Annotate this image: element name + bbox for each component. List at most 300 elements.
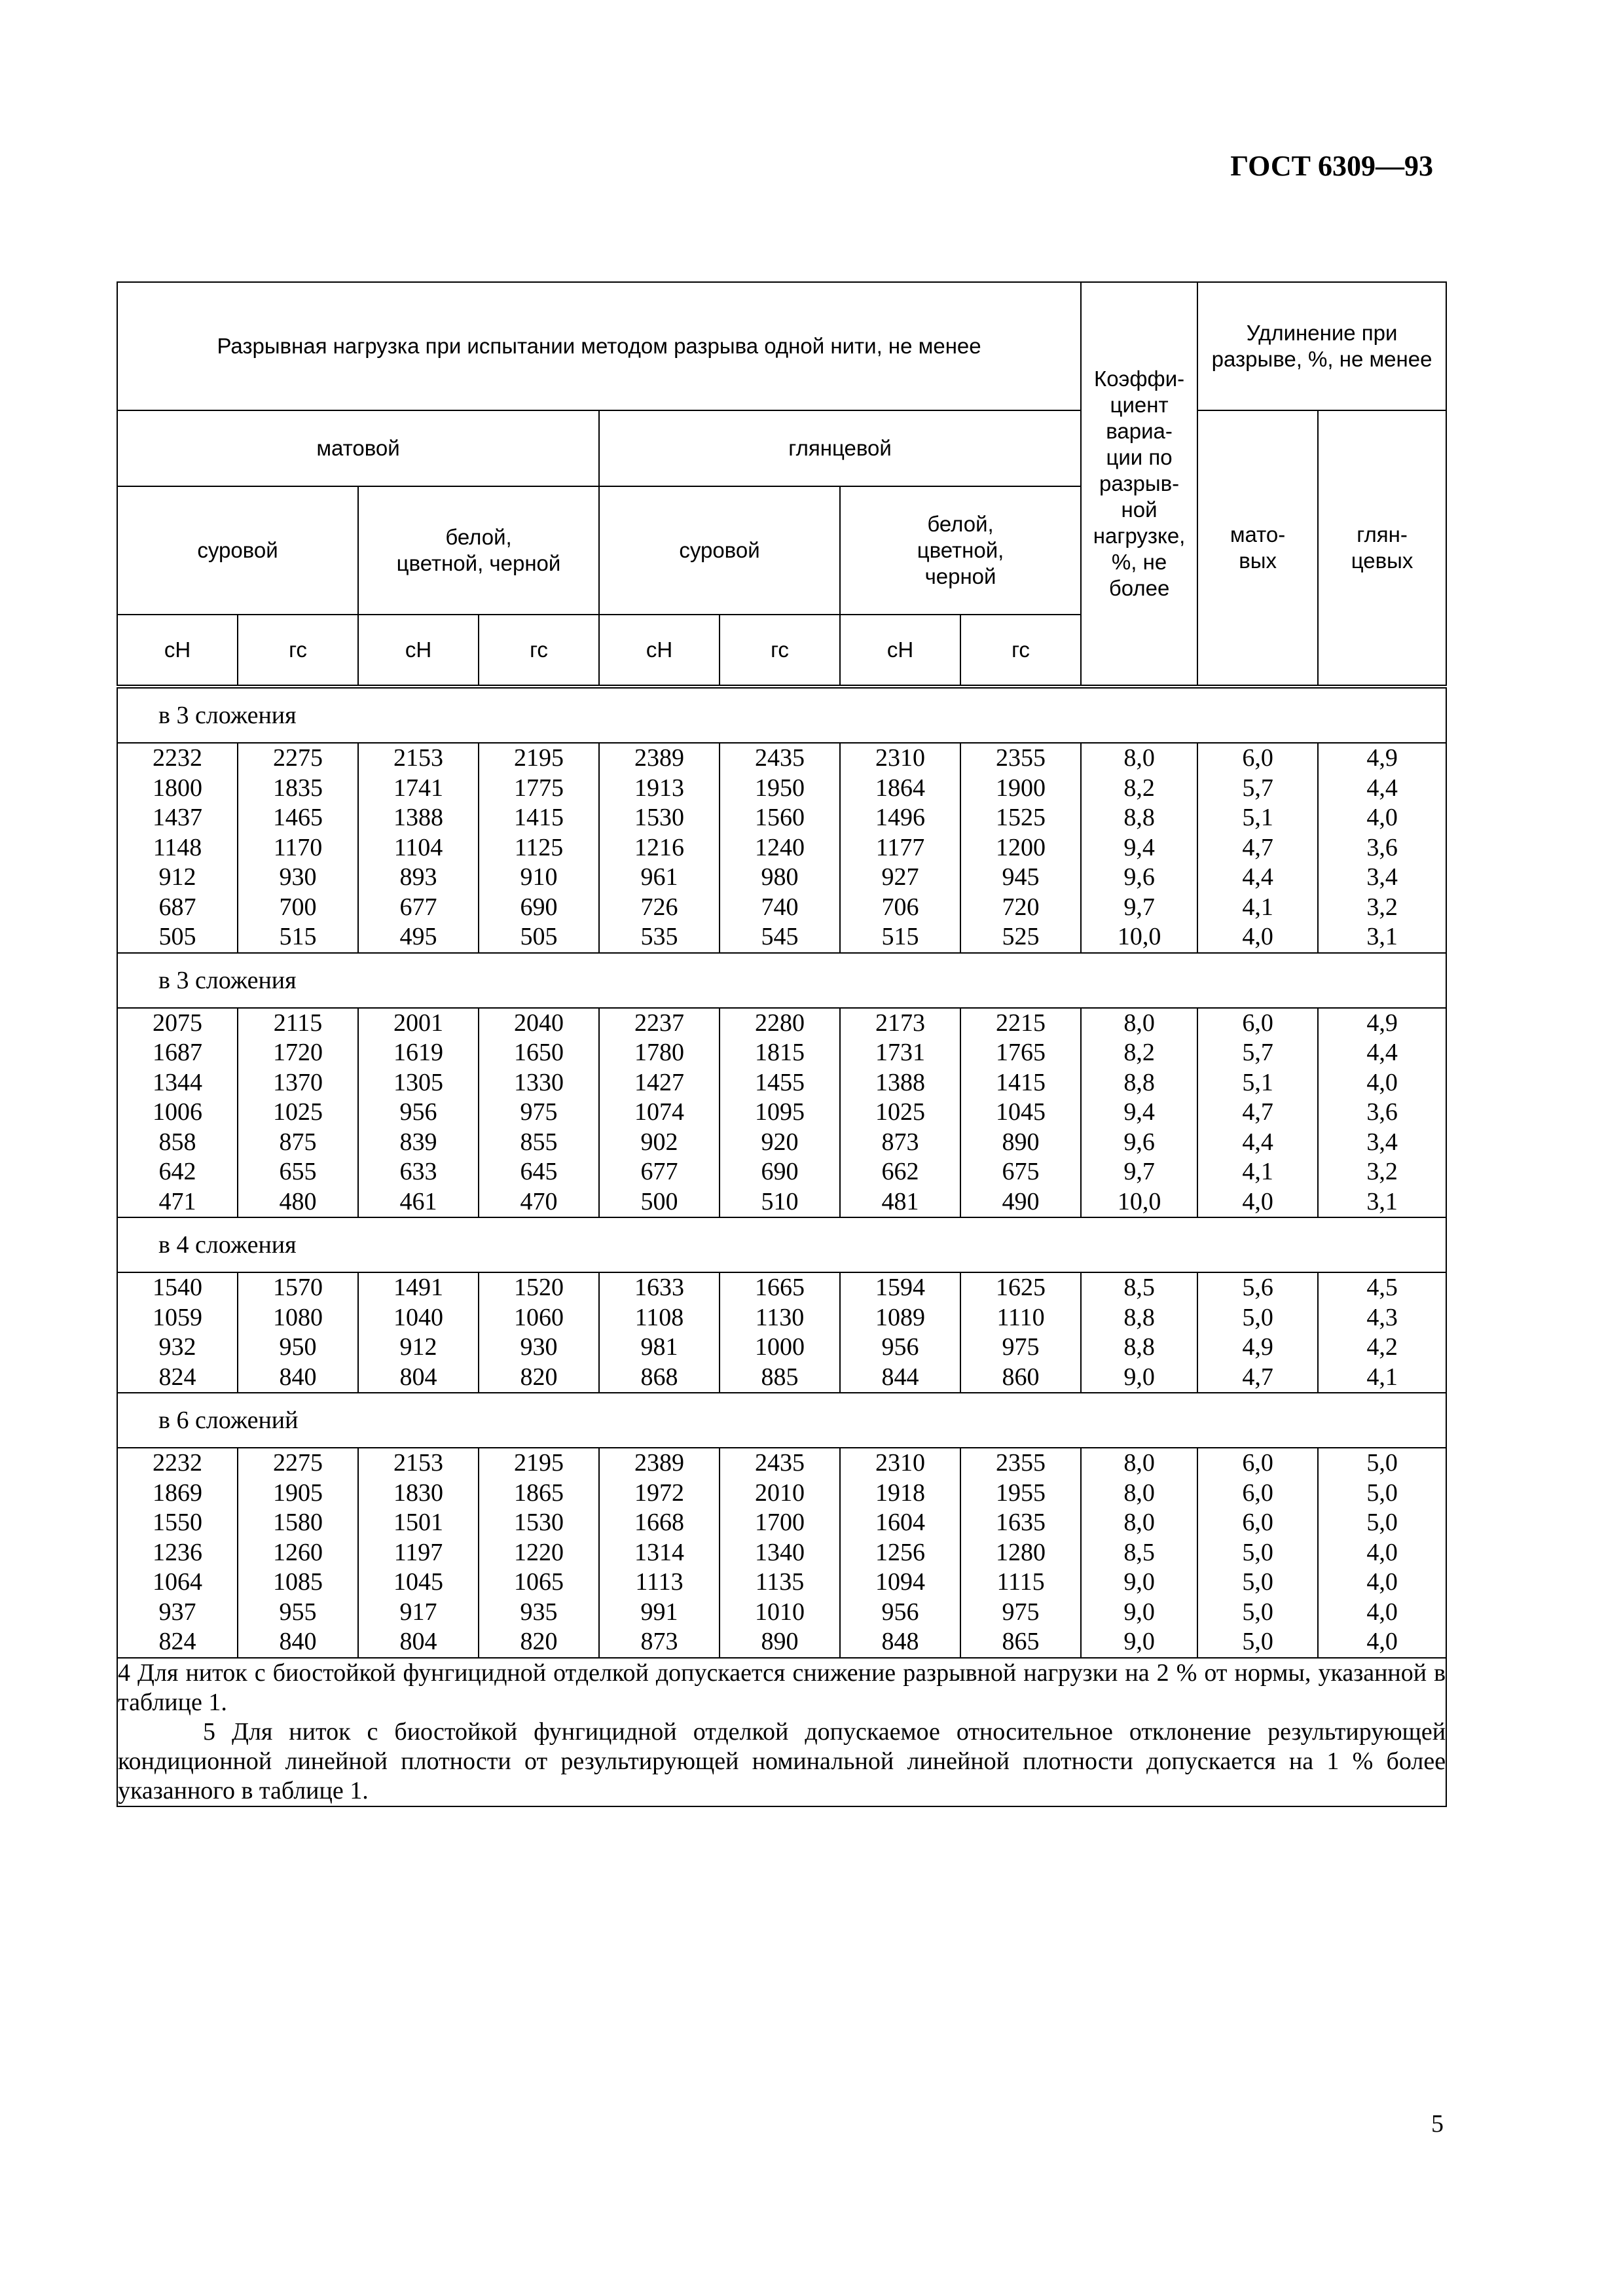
cell-value: 920: [761, 1128, 799, 1156]
cell-value: 675: [1002, 1158, 1040, 1185]
data-cell: [720, 1448, 840, 1658]
cell-value: 1633: [634, 1274, 684, 1301]
cell-value: 5,0: [1242, 1538, 1273, 1566]
cell-value: 2355: [996, 744, 1046, 772]
cell-value: 8,8: [1123, 1068, 1155, 1096]
data-cell: [720, 743, 840, 953]
cell-value: 1256: [875, 1538, 925, 1566]
cell-value: 10,0: [1117, 923, 1161, 950]
cell-value: 1496: [875, 804, 925, 831]
cell-value: 1045: [393, 1568, 443, 1596]
section-label-row: [117, 1217, 1446, 1272]
cell-value: 726: [640, 893, 678, 921]
cell-value: 1530: [514, 1509, 564, 1536]
cell-value: 1064: [153, 1568, 202, 1596]
data-cell: [1081, 743, 1197, 953]
cell-value: 1059: [153, 1303, 202, 1331]
elongation-header: Удлинение при разрыве, %, не менее: [1197, 282, 1446, 410]
unit-header: сН: [117, 615, 238, 687]
cell-value: 480: [279, 1187, 317, 1215]
section-label-row: [117, 953, 1446, 1008]
cell-value: 1006: [153, 1098, 202, 1126]
cell-value: 1668: [634, 1509, 684, 1536]
cell-value: 6,0: [1242, 1009, 1273, 1037]
data-cell: [358, 1448, 479, 1658]
data-cell: [117, 1448, 238, 1658]
cell-value: 1869: [153, 1479, 202, 1507]
cell-value: 956: [881, 1598, 919, 1626]
cell-value: 8,5: [1123, 1274, 1155, 1301]
cell-value: 1900: [996, 774, 1046, 802]
cell-value: 1830: [393, 1479, 443, 1507]
cell-value: 5,0: [1366, 1449, 1398, 1477]
cell-value: 980: [761, 863, 799, 891]
data-cell: [599, 1448, 720, 1658]
cell-value: 1815: [755, 1039, 805, 1066]
cell-value: 1010: [755, 1598, 805, 1626]
cell-value: 875: [279, 1128, 317, 1156]
cell-value: 865: [1002, 1628, 1040, 1655]
cell-value: 930: [520, 1333, 558, 1361]
data-cell: [479, 1448, 599, 1658]
cell-value: 860: [1002, 1363, 1040, 1391]
data-cell: [840, 743, 960, 953]
cell-value: 545: [761, 923, 799, 950]
cell-value: 8,0: [1123, 744, 1155, 772]
data-cell: [358, 1008, 479, 1218]
data-cell: [1197, 743, 1318, 953]
cell-value: 2389: [634, 1449, 684, 1477]
section-label: в 3 сложения: [117, 953, 1446, 1008]
cell-value: 1305: [393, 1068, 443, 1096]
cell-value: 2153: [393, 744, 443, 772]
cell-value: 1864: [875, 774, 925, 802]
cell-value: 706: [881, 893, 919, 921]
cell-value: 687: [158, 893, 196, 921]
cell-value: 4,5: [1366, 1274, 1398, 1301]
cell-value: 5,0: [1242, 1628, 1273, 1655]
cell-value: 840: [279, 1363, 317, 1391]
cell-value: 720: [1002, 893, 1040, 921]
cell-value: 1095: [755, 1098, 805, 1126]
cell-value: 1520: [514, 1274, 564, 1301]
cell-value: 9,0: [1123, 1628, 1155, 1655]
cell-value: 4,0: [1366, 1538, 1398, 1566]
data-cell: [840, 1448, 960, 1658]
unit-header: сН: [840, 615, 960, 687]
cell-value: 2389: [634, 744, 684, 772]
data-cell: [238, 743, 358, 953]
cell-value: 1220: [514, 1538, 564, 1566]
cell-value: 1530: [634, 804, 684, 831]
cell-value: 912: [158, 863, 196, 891]
cell-value: 1950: [755, 774, 805, 802]
data-cell: [479, 1272, 599, 1393]
cell-value: 885: [761, 1363, 799, 1391]
cell-value: 505: [520, 923, 558, 950]
cell-value: 8,2: [1123, 774, 1155, 802]
cell-value: 4,0: [1366, 1598, 1398, 1626]
cell-value: 2153: [393, 1449, 443, 1477]
section-data-row: [117, 743, 1446, 953]
cell-value: 471: [158, 1187, 196, 1215]
cell-value: 4,0: [1366, 1068, 1398, 1096]
cell-value: 1370: [273, 1068, 323, 1096]
cell-value: 5,1: [1242, 1068, 1273, 1096]
cell-value: 961: [640, 863, 678, 891]
cell-value: 1344: [153, 1068, 202, 1096]
cell-value: 2010: [755, 1479, 805, 1507]
cell-value: 956: [399, 1098, 437, 1126]
data-cell: [238, 1008, 358, 1218]
cell-value: 1955: [996, 1479, 1046, 1507]
cell-value: 824: [158, 1628, 196, 1655]
cell-value: 804: [399, 1363, 437, 1391]
section-label: в 3 сложения: [117, 687, 1446, 743]
cell-value: 8,0: [1123, 1509, 1155, 1536]
data-cell: [840, 1008, 960, 1218]
cell-value: 1415: [996, 1068, 1046, 1096]
cell-value: 1835: [273, 774, 323, 802]
cell-value: 515: [881, 923, 919, 950]
cell-value: 9,6: [1123, 1128, 1155, 1156]
cell-value: 6,0: [1242, 1509, 1273, 1536]
cell-value: 700: [279, 893, 317, 921]
cell-value: 9,0: [1123, 1363, 1155, 1391]
cell-value: 4,2: [1366, 1333, 1398, 1361]
cell-value: 1741: [393, 774, 443, 802]
cell-value: 490: [1002, 1187, 1040, 1215]
cell-value: 662: [881, 1158, 919, 1185]
cell-value: 10,0: [1117, 1187, 1161, 1215]
cell-value: 1775: [514, 774, 564, 802]
cell-value: 8,0: [1123, 1479, 1155, 1507]
document-id: ГОСТ 6309—93: [1230, 150, 1433, 182]
cell-value: 3,1: [1366, 923, 1398, 950]
cell-value: 975: [1002, 1333, 1040, 1361]
cell-value: 927: [881, 863, 919, 891]
cell-value: 2237: [634, 1009, 684, 1037]
cell-value: 740: [761, 893, 799, 921]
cell-value: 9,0: [1123, 1568, 1155, 1596]
cell-value: 937: [158, 1598, 196, 1626]
section-label-row: [117, 1393, 1446, 1448]
cell-value: 4,0: [1242, 1187, 1273, 1215]
cell-value: 510: [761, 1187, 799, 1215]
cell-value: 1687: [153, 1039, 202, 1066]
cell-value: 855: [520, 1128, 558, 1156]
cell-value: 1720: [273, 1039, 323, 1066]
data-cell: [117, 743, 238, 953]
cell-value: 839: [399, 1128, 437, 1156]
cell-value: 1110: [996, 1303, 1045, 1331]
cell-value: 481: [881, 1187, 919, 1215]
data-cell: [1318, 1448, 1446, 1658]
cell-value: 932: [158, 1333, 196, 1361]
data-cell: [1197, 1448, 1318, 1658]
cell-value: 1491: [393, 1274, 443, 1301]
cell-value: 1465: [273, 804, 323, 831]
glossy-header: глянцевой: [599, 410, 1081, 486]
section-data-row: [117, 1448, 1446, 1658]
cell-value: 912: [399, 1333, 437, 1361]
cell-value: 4,0: [1366, 804, 1398, 831]
cell-value: 4,9: [1366, 1009, 1398, 1037]
cell-value: 1388: [393, 804, 443, 831]
glossy-raw-header: суровой: [599, 486, 840, 615]
data-cell: [1081, 1008, 1197, 1218]
elongation-glossy-header: глян- цевых: [1318, 410, 1446, 687]
cell-value: 1060: [514, 1303, 564, 1331]
cell-value: 1260: [273, 1538, 323, 1566]
cell-value: 1115: [996, 1568, 1045, 1596]
cell-value: 1125: [514, 833, 564, 861]
cell-value: 1025: [875, 1098, 925, 1126]
cell-value: 2195: [514, 1449, 564, 1477]
data-cell: [1081, 1272, 1197, 1393]
cell-value: 470: [520, 1187, 558, 1215]
cell-value: 2435: [755, 744, 805, 772]
cell-value: 4,1: [1242, 1158, 1273, 1185]
cell-value: 515: [279, 923, 317, 950]
cell-value: 1113: [635, 1568, 684, 1596]
cell-value: 505: [158, 923, 196, 950]
cell-value: 2355: [996, 1449, 1046, 1477]
cell-value: 844: [881, 1363, 919, 1391]
cell-value: 1177: [875, 833, 925, 861]
cell-value: 4,4: [1242, 1128, 1273, 1156]
cell-value: 3,4: [1366, 1128, 1398, 1156]
cell-value: 975: [520, 1098, 558, 1126]
data-cell: [599, 1272, 720, 1393]
cell-value: 1280: [996, 1538, 1046, 1566]
cell-value: 3,1: [1366, 1187, 1398, 1215]
cell-value: 4,7: [1242, 1363, 1273, 1391]
cell-value: 690: [761, 1158, 799, 1185]
cell-value: 4,9: [1366, 744, 1398, 772]
cell-value: 975: [1002, 1598, 1040, 1626]
cell-value: 525: [1002, 923, 1040, 950]
data-cell: [720, 1008, 840, 1218]
cell-value: 1437: [153, 804, 202, 831]
cell-value: 3,6: [1366, 1098, 1398, 1126]
cell-value: 804: [399, 1628, 437, 1655]
cell-value: 9,7: [1123, 893, 1155, 921]
unit-header: гс: [720, 615, 840, 687]
cell-value: 3,2: [1366, 1158, 1398, 1185]
cell-value: 956: [881, 1333, 919, 1361]
cell-value: 840: [279, 1628, 317, 1655]
cell-value: 642: [158, 1158, 196, 1185]
cell-value: 1800: [153, 774, 202, 802]
cell-value: 1236: [153, 1538, 202, 1566]
cell-value: 1525: [996, 804, 1046, 831]
unit-header: сН: [358, 615, 479, 687]
cell-value: 1108: [634, 1303, 684, 1331]
matte-raw-header: суровой: [117, 486, 358, 615]
cell-value: 1501: [393, 1509, 443, 1536]
cell-value: 1560: [755, 804, 805, 831]
cell-value: 9,6: [1123, 863, 1155, 891]
cell-value: 6,0: [1242, 1449, 1273, 1477]
cell-value: 4,4: [1366, 1039, 1398, 1066]
cell-value: 1170: [273, 833, 323, 861]
cell-value: 4,0: [1242, 923, 1273, 950]
cell-value: 5,6: [1242, 1274, 1273, 1301]
section-label-row: [117, 687, 1446, 743]
cell-value: 3,2: [1366, 893, 1398, 921]
cell-value: 2115: [273, 1009, 323, 1037]
data-cell: [117, 1272, 238, 1393]
cell-value: 1540: [153, 1274, 202, 1301]
cell-value: 1000: [755, 1333, 805, 1361]
cell-value: 2173: [875, 1009, 925, 1037]
cell-value: 1130: [755, 1303, 805, 1331]
breaking-load-header: Разрывная нагрузка при испытании методом разрыва одной нити, не менее: [117, 282, 1081, 410]
cell-value: 1731: [875, 1039, 925, 1066]
cell-value: 500: [640, 1187, 678, 1215]
unit-header: сН: [599, 615, 720, 687]
note-4: 4 Для ниток с биостойкой фунгицидной отделкой допускается снижение разрывной нагрузки на 2 % от нормы, указанной в таблице 1.: [118, 1659, 1446, 1716]
data-cell: [960, 1272, 1081, 1393]
cell-value: 8,8: [1123, 804, 1155, 831]
data-cell: [479, 1008, 599, 1218]
cell-value: 1045: [996, 1098, 1046, 1126]
cell-value: 4,4: [1242, 863, 1273, 891]
cell-value: 1080: [273, 1303, 323, 1331]
cell-value: 1580: [273, 1509, 323, 1536]
cell-value: 461: [399, 1187, 437, 1215]
elongation-matte-header: мато- вых: [1197, 410, 1318, 687]
cell-value: 9,4: [1123, 833, 1155, 861]
cell-value: 5,1: [1242, 804, 1273, 831]
cell-value: 4,0: [1366, 1628, 1398, 1655]
cell-value: 1905: [273, 1479, 323, 1507]
cell-value: 1972: [634, 1479, 684, 1507]
section-label: в 4 сложения: [117, 1217, 1446, 1272]
cell-value: 1216: [634, 833, 684, 861]
cell-value: 1148: [153, 833, 202, 861]
cell-value: 955: [279, 1598, 317, 1626]
cell-value: 868: [640, 1363, 678, 1391]
cell-value: 4,7: [1242, 1098, 1273, 1126]
cell-value: 1197: [393, 1538, 443, 1566]
cell-value: 2075: [153, 1009, 202, 1037]
cell-value: 4,7: [1242, 833, 1273, 861]
data-cell: [1318, 743, 1446, 953]
cell-value: 1340: [755, 1538, 805, 1566]
cell-value: 1200: [996, 833, 1046, 861]
cell-value: 5,0: [1242, 1568, 1273, 1596]
unit-header: гс: [238, 615, 358, 687]
cell-value: 1700: [755, 1509, 805, 1536]
page-number: 5: [1431, 2110, 1444, 2138]
cell-value: 4,0: [1366, 1568, 1398, 1596]
cell-value: 5,0: [1366, 1479, 1398, 1507]
cell-value: 5,7: [1242, 1039, 1273, 1066]
cell-value: 645: [520, 1158, 558, 1185]
cell-value: 1619: [393, 1039, 443, 1066]
data-cell: [1197, 1272, 1318, 1393]
cell-value: 2215: [996, 1009, 1046, 1037]
section-data-row: [117, 1008, 1446, 1218]
cell-value: 6,0: [1242, 744, 1273, 772]
data-cell: [358, 743, 479, 953]
cell-value: 1089: [875, 1303, 925, 1331]
cell-value: 535: [640, 923, 678, 950]
cell-value: 2310: [875, 1449, 925, 1477]
cell-value: 981: [640, 1333, 678, 1361]
cell-value: 2275: [273, 744, 323, 772]
cell-value: 930: [279, 863, 317, 891]
cell-value: 858: [158, 1128, 196, 1156]
cell-value: 1074: [634, 1098, 684, 1126]
cell-value: 1415: [514, 804, 564, 831]
cell-value: 1388: [875, 1068, 925, 1096]
cell-value: 1765: [996, 1039, 1046, 1066]
cell-value: 1427: [634, 1068, 684, 1096]
cell-value: 1665: [755, 1274, 805, 1301]
unit-header: гс: [479, 615, 599, 687]
cell-value: 6,0: [1242, 1479, 1273, 1507]
data-cell: [117, 1008, 238, 1218]
cell-value: 1594: [875, 1274, 925, 1301]
data-cell: [960, 1008, 1081, 1218]
section-label: в 6 сложений: [117, 1393, 1446, 1448]
cell-value: 4,4: [1366, 774, 1398, 802]
cell-value: 1455: [755, 1068, 805, 1096]
cell-value: 945: [1002, 863, 1040, 891]
data-cell: [1081, 1448, 1197, 1658]
cell-value: 690: [520, 893, 558, 921]
data-cell: [479, 743, 599, 953]
cell-value: 2310: [875, 744, 925, 772]
cell-value: 820: [520, 1363, 558, 1391]
cell-value: 5,0: [1242, 1598, 1273, 1626]
cell-value: 8,0: [1123, 1449, 1155, 1477]
data-cell: [238, 1272, 358, 1393]
matte-header: матовой: [117, 410, 599, 486]
cell-value: 4,1: [1242, 893, 1273, 921]
cell-value: 3,4: [1366, 863, 1398, 891]
cell-value: 1240: [755, 833, 805, 861]
data-cell: [1318, 1008, 1446, 1218]
cell-value: 1913: [634, 774, 684, 802]
cell-value: 9,0: [1123, 1598, 1155, 1626]
cell-value: 902: [640, 1128, 678, 1156]
cell-value: 1314: [634, 1538, 684, 1566]
cell-value: 935: [520, 1598, 558, 1626]
cell-value: 873: [881, 1128, 919, 1156]
cell-value: 1918: [875, 1479, 925, 1507]
glossy-white-header: белой, цветной, черной: [840, 486, 1081, 615]
cell-value: 2232: [153, 1449, 202, 1477]
cell-value: 655: [279, 1158, 317, 1185]
cell-value: 9,7: [1123, 1158, 1155, 1185]
cell-value: 820: [520, 1628, 558, 1655]
coefficient-header: Коэффи- циент вариа- ции по разрыв- ной нагрузке, %, не более: [1081, 282, 1197, 687]
data-cell: [599, 743, 720, 953]
cell-value: 5,0: [1366, 1509, 1398, 1536]
breaking-load-table: [117, 281, 1447, 1807]
data-cell: [1318, 1272, 1446, 1393]
cell-value: 1650: [514, 1039, 564, 1066]
cell-value: 910: [520, 863, 558, 891]
cell-value: 4,1: [1366, 1363, 1398, 1391]
data-cell: [960, 1448, 1081, 1658]
cell-value: 873: [640, 1628, 678, 1655]
cell-value: 1604: [875, 1509, 925, 1536]
